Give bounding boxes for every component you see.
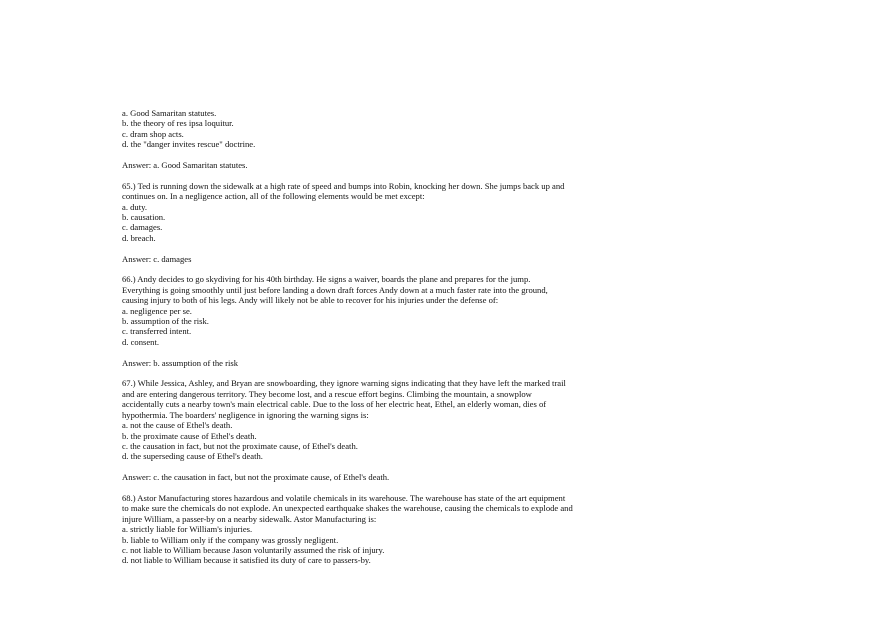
- q65-option-b: b. causation.: [122, 212, 166, 223]
- q68-option-d: d. not liable to William because it satisfied its duty of care to passers-by.: [122, 555, 371, 566]
- q67-answer: Answer: c. the causation in fact, but not the proximate cause, of Ethel's death.: [122, 472, 390, 483]
- question-67-block: [122, 378, 602, 492]
- q66-option-a: a. negligence per se.: [122, 305, 192, 316]
- q67-question-line-1: 67.) While Jessica, Ashley, and Bryan are snowboarding, they ignore warning signs indicating that they have left the marked trail: [122, 378, 566, 389]
- q64-option-d: d. the "danger invites rescue" doctrine.: [122, 139, 256, 150]
- q67-question-line-4: hypothermia. The boarders' negligence in ignoring the warning signs is:: [122, 409, 369, 420]
- q66-question-line-2: Everything is going smoothly until just before landing a down draft forces Andy down at a much faster rate into the ground,: [122, 284, 548, 295]
- q66-option-c: c. transferred intent.: [122, 326, 192, 337]
- q67-question-line-2: and are entering dangerous territory. They become lost, and a rescue effort begins. Climbing the mountain, a snowplow: [122, 388, 532, 399]
- q67-option-d: d. the superseding cause of Ethel's death.: [122, 451, 263, 462]
- q66-option-d: d. consent.: [122, 336, 159, 347]
- question-64-block: [122, 108, 602, 181]
- q67-option-c: c. the causation in fact, but not the proximate cause, of Ethel's death.: [122, 440, 358, 451]
- q65-question-line-2: continues on. In a negligence action, all of the following elements would be met except:: [122, 191, 425, 202]
- q66-question-line-1: 66.) Andy decides to go skydiving for his 40th birthday. He signs a waiver, boards the plane and prepares for the jump.: [122, 274, 531, 285]
- q64-option-c: c. dram shop acts.: [122, 128, 184, 139]
- q68-option-c: c. not liable to William because Jason voluntarily assumed the risk of injury.: [122, 544, 385, 555]
- q65-answer: Answer: c. damages: [122, 253, 192, 264]
- question-66-block: [122, 274, 602, 378]
- q68-option-b: b. liable to William only if the company was grossly negligent.: [122, 534, 339, 545]
- q68-question-line-1: 68.) Astor Manufacturing stores hazardous and volatile chemicals in its warehouse. The warehouse has state of the art equipment: [122, 492, 566, 503]
- q67-option-a: a. not the cause of Ethel's death.: [122, 420, 233, 431]
- q67-question-line-3: accidentally cuts a nearby town's main electrical cable. Due to the loss of her electric heat, Ethel, an elderly woman, dies of: [122, 399, 547, 410]
- q68-option-a: a. strictly liable for William's injuries.: [122, 524, 253, 535]
- q68-question-line-3: injure William, a passer-by on a nearby sidewalk. Astor Manufacturing is:: [122, 513, 377, 524]
- q65-question-line-1: 65.) Ted is running down the sidewalk at a high rate of speed and bumps into Robin, knocking her down. She jumps back up and: [122, 180, 565, 191]
- q64-option-a: a. Good Samaritan statutes.: [122, 108, 217, 118]
- question-68-block: [122, 493, 602, 566]
- q67-option-b: b. the proximate cause of Ethel's death.: [122, 430, 257, 441]
- q64-option-b: b. the theory of res ipsa loquitur.: [122, 118, 234, 129]
- q65-option-d: d. breach.: [122, 232, 156, 243]
- document-page: [122, 108, 602, 566]
- q68-question-line-2: to make sure the chemicals do not explode. An unexpected earthquake shakes the warehouse, causing the chemicals to explode and: [122, 503, 573, 514]
- q64-answer: Answer: a. Good Samaritan statutes.: [122, 160, 248, 171]
- q66-answer: Answer: b. assumption of the risk: [122, 357, 239, 368]
- q65-option-a: a. duty.: [122, 201, 147, 212]
- q66-question-line-3: causing injury to both of his legs. Andy will likely not be able to recover for his injuries under the defense of:: [122, 295, 499, 306]
- question-65-block: [122, 181, 602, 275]
- q66-option-b: b. assumption of the risk.: [122, 316, 209, 327]
- q65-option-c: c. damages.: [122, 222, 163, 233]
